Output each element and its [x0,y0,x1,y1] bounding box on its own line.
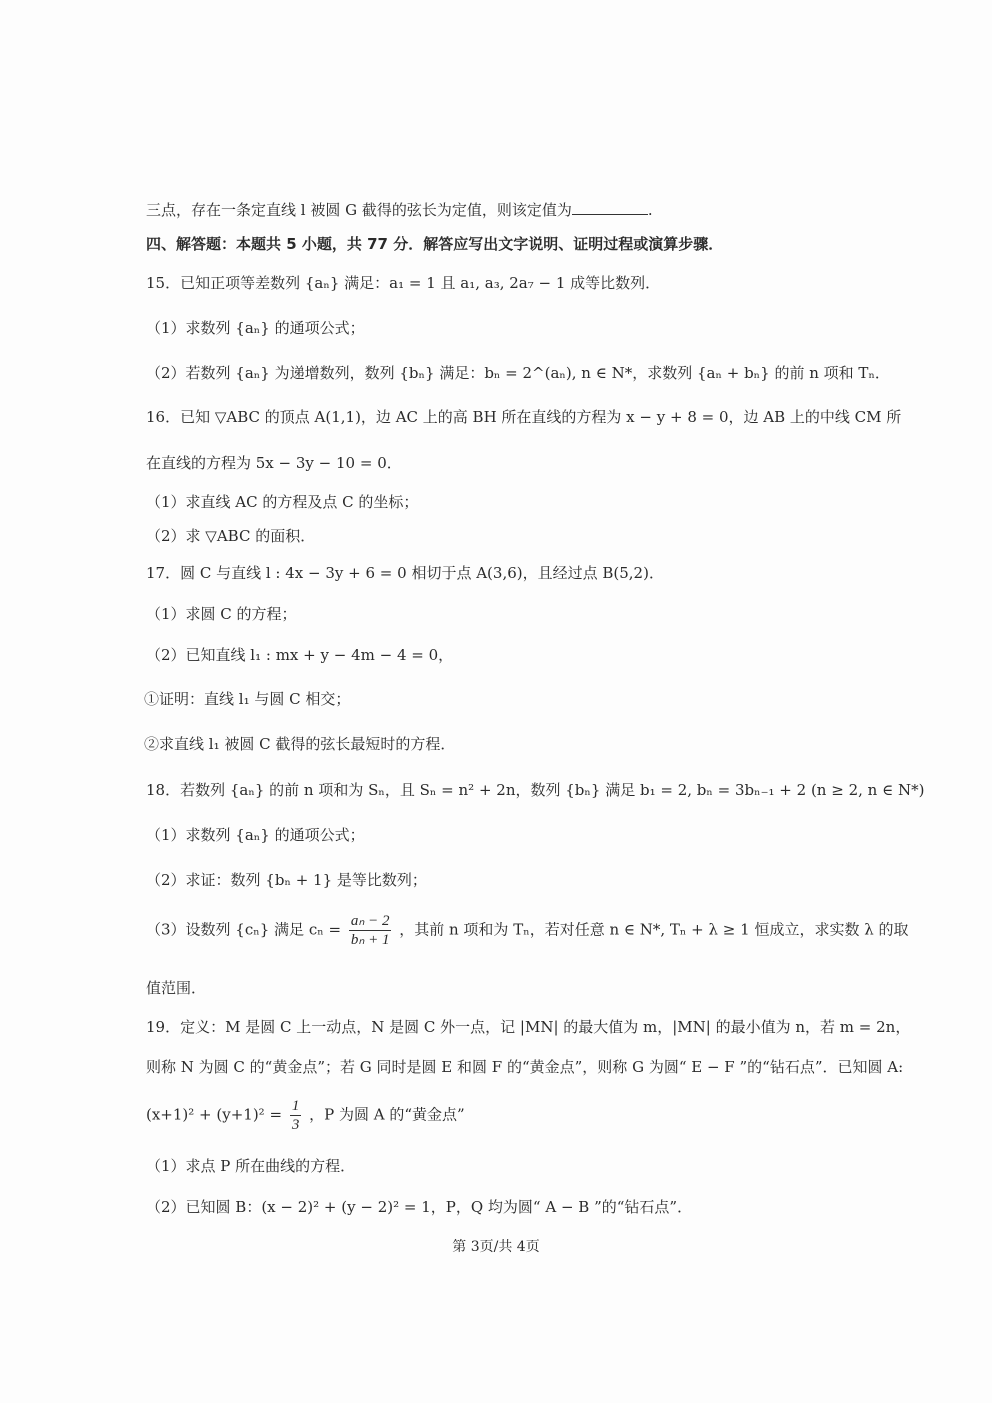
answer-blank[interactable] [572,200,648,215]
equation-text: ，P 为圆 A 的“黄金点” [309,1105,465,1124]
question-17-part-1: （1）求圆 C 的方程； [146,605,297,623]
question-17: 17．圆 C 与直线 l : 4x − 3y + 6 = 0 相切于点 A(3,6)，且经过点 B(5,2)． [146,564,664,582]
text-line-content: 三点，存在一条定直线 l 被圆 G 截得的弦长为定值，则该定值为 [146,201,572,219]
question-17-part-2a: ①证明：直线 l₁ 与圆 C 相交； [144,690,351,708]
fraction-numerator: aₙ − 2 [350,913,390,929]
question-19-part-2: （2）已知圆 B：(x − 2)² + (y − 2)² = 1，P，Q 均为圆“ A − B ”的“钻石点”． [146,1198,693,1216]
question-18-part-1: （1）求数列 {aₙ} 的通项公式； [146,826,365,844]
fraction-numerator: 1 [291,1098,300,1114]
question-16-cont: 在直线的方程为 5x − 3y − 10 = 0． [146,454,402,472]
question-18-part-3-cont: 值范围． [146,979,207,997]
question-15-part-1: （1）求数列 {aₙ} 的通项公式； [146,319,365,337]
question-18: 18．若数列 {aₙ} 的前 n 项和为 Sₙ，且 Sₙ = n² + 2n，数列 {bₙ} 满足 b₁ = 2, bₙ = 3bₙ₋₁ + 2 (n ≥ 2, n ∈ N*) [146,781,925,799]
fraction [349,912,392,949]
question-17-part-2b: ②求直线 l₁ 被圆 C 截得的弦长最短时的方程． [144,735,456,753]
question-19-part-1: （1）求点 P 所在曲线的方程． [146,1157,356,1175]
equation: (x+1)² + (y+1)² = [146,1105,283,1124]
question-15: 15．已知正项等差数列 {aₙ} 满足：a₁ = 1 且 a₁, a₃, 2a₇ − 1 成等比数列． [146,274,661,292]
question-18-part-3 [146,912,909,949]
question-16-part-1: （1）求直线 AC 的方程及点 C 的坐标； [146,493,419,511]
question-19: 19．定义：M 是圆 C 上一动点，N 是圆 C 外一点，记 |MN| 的最大值为 m，|MN| 的最小值为 n，若 m = 2n， [146,1018,911,1036]
question-18-part-3-text: （3）设数列 {cₙ} 满足 cₙ = [146,920,342,939]
question-17-part-2: （2）已知直线 l₁ : mx + y − 4m − 4 = 0， [146,646,454,664]
page-footer: 第 3页/共 4页 [452,1239,540,1255]
section-heading: 四、解答题：本题共 5 小题，共 77 分．解答应写出文字说明、证明过程或演算步骤． [146,235,724,253]
question-19-cont: 则称 N 为圆 C 的“黄金点”；若 G 同时是圆 E 和圆 F 的“黄金点”，则称 G 为圆“ E − F ”的“钻石点”．已知圆 A: [146,1058,904,1076]
fraction-denominator: 3 [291,1117,300,1133]
question-18-part-3-text-2: ，其前 n 项和为 Tₙ，若对任意 n ∈ N*, Tₙ + λ ≥ 1 恒成立，求实数 λ 的取 [399,920,909,939]
text-line-end: . [647,201,653,219]
fraction-denominator: bₙ + 1 [350,932,390,948]
question-16: 16．已知 ▽ABC 的顶点 A(1,1)，边 AC 上的高 BH 所在直线的方程为 x − y + 8 = 0，边 AB 上的中线 CM 所 [146,408,902,426]
question-16-part-2: （2）求 ▽ABC 的面积． [146,527,316,545]
question-15-part-2: （2）若数列 {aₙ} 为递增数列，数列 {bₙ} 满足：bₙ = 2^(aₙ), n ∈ N*，求数列 {aₙ + bₙ} 的前 n 项和 Tₙ． [146,364,890,382]
fraction [290,1097,302,1134]
question-19-cont-2 [146,1097,465,1134]
text-line [146,200,653,220]
question-18-part-2: （2）求证：数列 {bₙ + 1} 是等比数列； [146,871,427,889]
